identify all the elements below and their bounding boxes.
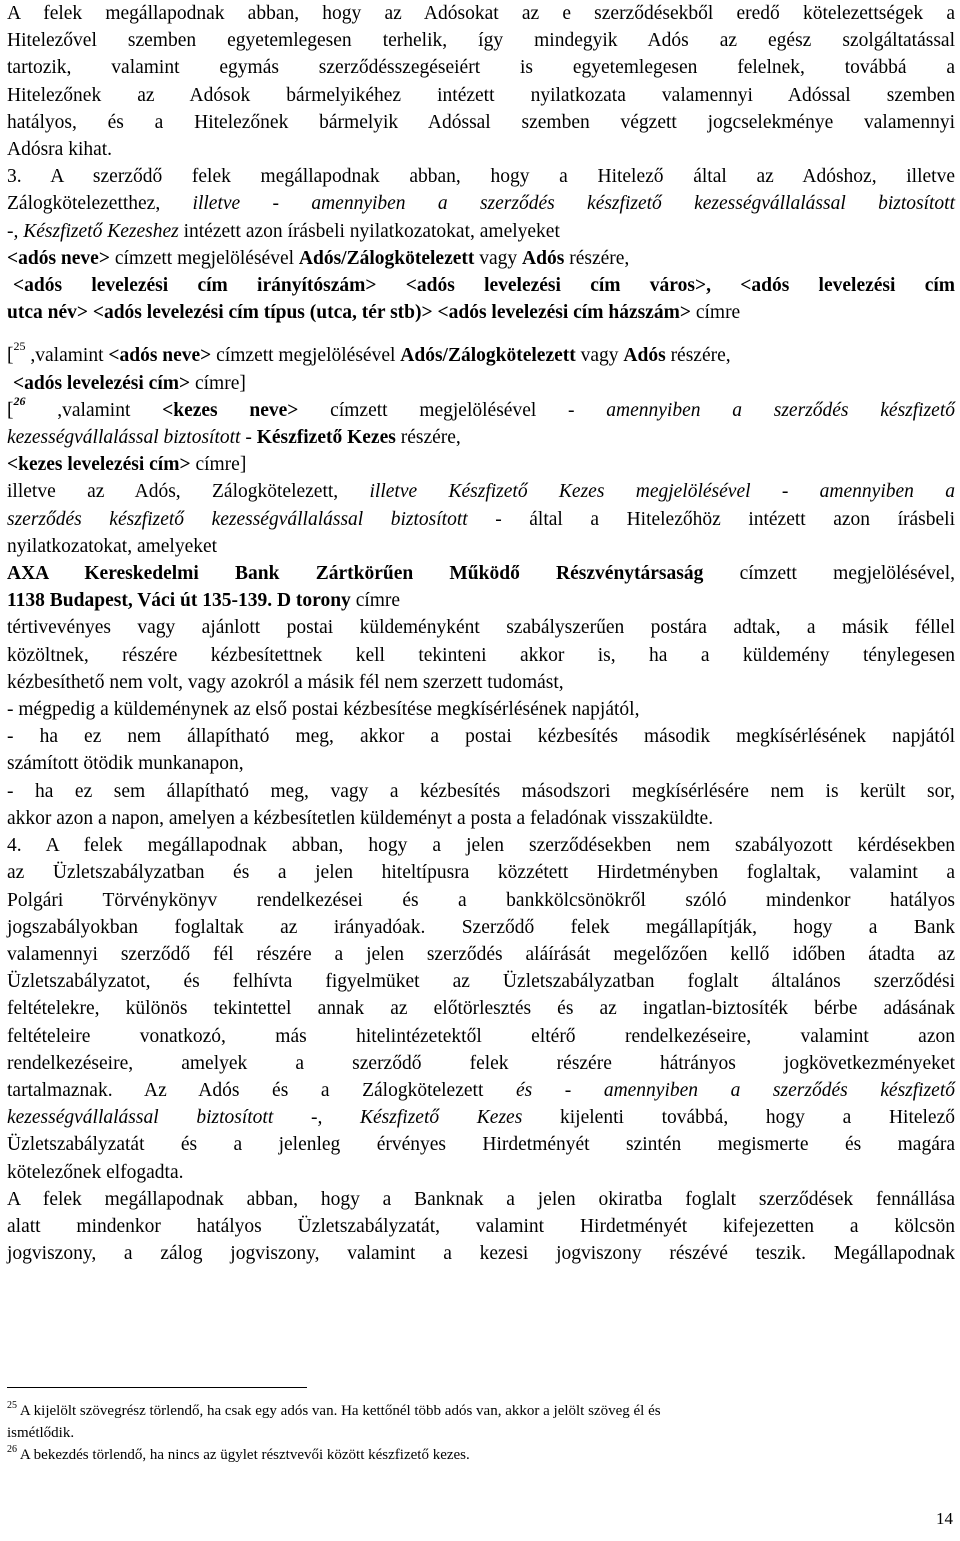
text-line: feltételeire vonatkozó, más hitelintézetektől eltérő rendelkezéseire, valamint azon: [7, 1025, 955, 1047]
text-line: Polgári Törvénykönyv rendelkezései és a bankkölcsönökről szóló mindenkor hatályos: [7, 889, 955, 911]
text-line: alatt mindenkor hatályos Üzletszabályzatát, valamint Hirdetményét kifejezetten a kölcsön: [7, 1215, 955, 1237]
text-line: Hitelezővel szemben egyetemlegesen terhelik, így mindegyik Adós az egész szolgáltatással: [7, 30, 955, 52]
text-line: jogszabályokban foglaltak az irányadóak. Szerződő felek megállapítják, hogy a Bank: [7, 916, 955, 938]
text-line: $^{26}$ A bekezdés törlendő, ha nincs az ügylet résztvevői között készfizető kezes.: [7, 1444, 470, 1463]
alternative-guarantor-block: [7, 393, 956, 479]
text-line: 4. A felek megállapodnak abban, hogy a jelen szerződésekben nem szabályozott kérdésekben: [7, 835, 955, 857]
text-line: - ha ez sem állapítható meg, vagy a kézbesítés másodszori megkísérlésére nem is került sor,: [7, 780, 955, 802]
text-line: Hitelezőnek az Adósok bármelyikéhez intézett nyilatkozata valamennyi Adóssal szemben: [7, 84, 955, 106]
text-line: $^{25}$ A kijelölt szövegrész törlendő, ha csak egy adós van. Ha kettőnél több adós van, akkor a jelölt szöveg él és: [7, 1400, 661, 1419]
text-line: ismétlődik.: [7, 1425, 75, 1441]
text-line: Üzletszabályzatot, és felhívta figyelmüket az Üzletszabályzatban foglalt általános szerződési: [7, 971, 955, 993]
footnote-25: [7, 1400, 907, 1444]
text-line: kézbesíthető nem volt, vagy azokról a másik fél nem szerzett tudomást,: [7, 671, 564, 693]
text-line: illetve az Adós, Zálogkötelezett, illetve Készfizető Kezes megjelölésével - amennyiben a: [7, 481, 955, 503]
text-line: Zálogkötelezetthez, illetve - amennyiben a szerződés készfizető kezességvállalással biztosított: [7, 193, 955, 215]
footnote-number: 25: [7, 1400, 17, 1411]
footnote-26: [7, 1444, 907, 1466]
text-line: <adós neve> címzett megjelölésével Adós/Zálogkötelezett vagy Adós részére,: [7, 247, 630, 269]
dash-item-3: [7, 778, 955, 832]
footnote-separator: [7, 1387, 307, 1388]
text-line: <kezes levelezési cím> címre]: [7, 454, 247, 476]
text-line: 1138 Budapest, Váci út 135-139. D torony címre: [7, 590, 401, 612]
text-line: kezességvállalással biztosított -, Készfizető Kezes kijelenti továbbá, hogy a Hitelező: [7, 1107, 955, 1129]
paragraph-1: [7, 0, 955, 163]
text-line: -, Készfizető Kezeshez intézett azon írásbeli nyilatkozatokat, amelyeket: [7, 220, 560, 242]
text-line: Üzletszabályzatát és a jelenleg érvényes Hirdetményét szintén megismerte és magára: [7, 1134, 955, 1156]
paragraph-3-bank-address: [7, 478, 955, 614]
text-line: tartozik, valamint egymás szerződésszegéseiért is egyetemlegesen felelnek, továbbá a: [7, 57, 955, 79]
text-line: az Üzletszabályzatban és a jelen hiteltípusra közzétett Hirdetményben foglaltak, valamint a: [7, 862, 955, 884]
text-line: akkor azon a napon, amelyen a kézbesítetlen küldeményt a posta a feladónak visszaküldte.: [7, 807, 714, 829]
text-line: közöltnek, részére kézbesítettnek kell tekinteni akkor is, ha a küldemény ténylegesen: [7, 644, 955, 666]
text-line: tartalmaznak. Az Adós és a Zálogkötelezett és - amennyiben a szerződés készfizető: [7, 1079, 955, 1101]
text-line: kötelezőnek elfogadta.: [7, 1161, 184, 1183]
text-line: [$^{26}$ ,valamint <kezes neve> címzett megjelölésével - amennyiben a szerződés készfizető: [7, 393, 956, 421]
text-line: feltételekre, különös tekintettel annak az előtörlesztés és az ingatlan-biztosíték bérbe adásának: [7, 998, 955, 1020]
text-line: - mégpedig a küldeménynek az első postai kézbesítése megkísérlésének napjától,: [7, 699, 640, 721]
text-line: A felek megállapodnak abban, hogy a Banknak a jelen okiratba foglalt szerződések fennállása: [7, 1188, 955, 1210]
footnotes: [7, 1400, 907, 1466]
text-line: <adós levelezési cím> címre]: [13, 372, 246, 394]
text-line: kezességvállalással biztosított - Készfizető Kezes részére,: [7, 427, 461, 449]
text-line: - ha ez nem állapítható meg, akkor a postai kézbesítés második megkísérlésének napjától: [7, 726, 955, 748]
text-line: <adós levelezési cím irányítószám> <adós levelezési cím város>, <adós levelezési cím: [13, 275, 956, 297]
spacer: [7, 326, 955, 342]
footnote-number: 26: [7, 1444, 17, 1455]
text-line: utca név> <adós levelezési cím típus (utca, tér stb)> <adós levelezési cím házszám> címre: [7, 302, 741, 324]
text-line: számított ötödik munkanapon,: [7, 753, 244, 775]
text-line: jogviszony, a zálog jogviszony, valamint a kezesi jogviszony részévé teszik. Megállapodnak: [7, 1243, 955, 1265]
paragraph-4: [7, 832, 955, 1186]
paragraph-3: [7, 163, 955, 326]
text-line: tértivevényes vagy ajánlott postai küldeményként szabályszerűen postára adtak, a másik féllel: [7, 617, 955, 639]
footnote-ref-26[interactable]: 26: [13, 393, 26, 408]
footnote-ref-25[interactable]: 25: [13, 339, 26, 354]
text-line: 3. A szerződő felek megállapodnak abban, hogy a Hitelező által az Adóshoz, illetve: [7, 166, 955, 188]
alternative-debtor-block: [7, 339, 955, 396]
text-line: [$^{25}$ ,valamint <adós neve> címzett megjelölésével Adós/Zálogkötelezett vagy Adós részére,: [7, 339, 731, 367]
text-line: Adósra kihat.: [7, 139, 113, 161]
dash-item-1: [7, 696, 955, 723]
text-line: szerződés készfizető kezességvállalással biztosított - által a Hitelezőhöz intézett azon írásbeli: [7, 508, 955, 530]
text-line: valamennyi szerződő fél részére a jelen szerződés aláírását megelőzően kellő időben átadta az: [7, 943, 955, 965]
text-line: hatályos, és a Hitelezőnek bármelyik Adóssal szemben végzett jogcselekménye valamennyi: [7, 111, 955, 133]
paragraph-5: [7, 1186, 955, 1268]
text-line: A felek megállapodnak abban, hogy az Adósokat az e szerződésekből eredő kötelezettségek a: [7, 3, 955, 24]
page-number: 14: [936, 1509, 953, 1528]
text-line: rendelkezéseire, amelyek a szerződő felek részére hátrányos jogkövetkezményeket: [7, 1052, 955, 1074]
text-line: nyilatkozatokat, amelyeket: [7, 535, 218, 557]
document-body: [7, 0, 955, 1267]
paragraph-3-delivery: [7, 614, 955, 696]
dash-item-2: [7, 723, 955, 777]
text-line: AXA Kereskedelmi Bank Zártkörűen Működő Részvénytársaság címzett megjelölésével,: [7, 563, 956, 585]
